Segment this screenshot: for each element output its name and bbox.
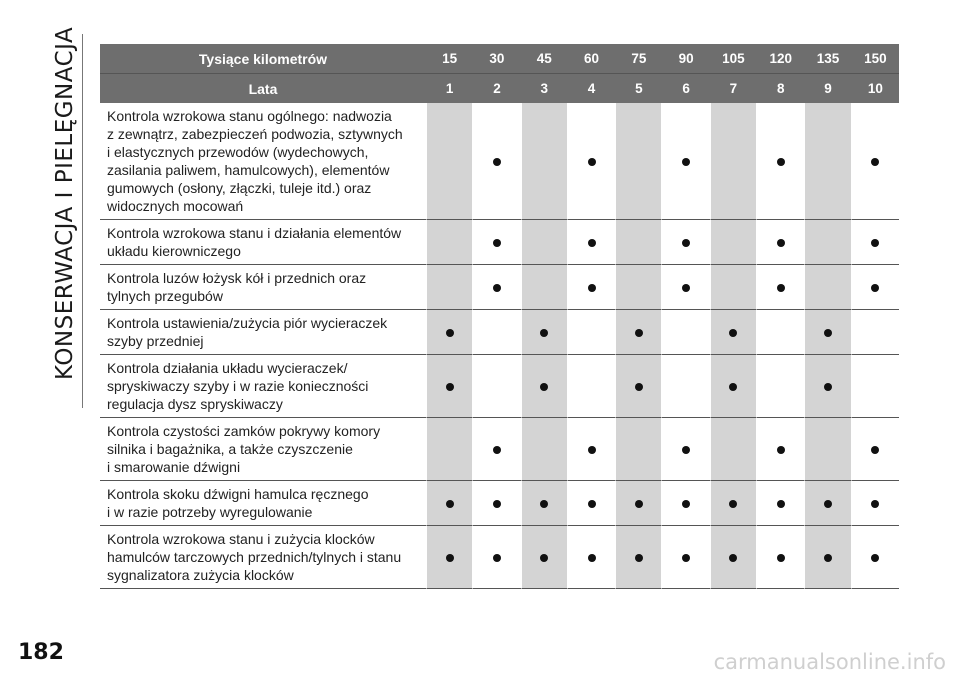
interval-cell bbox=[521, 310, 568, 355]
interval-cell bbox=[804, 526, 851, 589]
service-dot-icon bbox=[588, 239, 596, 247]
header-km-value: 60 bbox=[568, 44, 615, 74]
task-description-line: spryskiwaczy szyby i w razie konieczności bbox=[107, 378, 369, 394]
service-dot-icon bbox=[871, 554, 879, 562]
interval-cell bbox=[568, 418, 615, 481]
service-dot-icon bbox=[682, 239, 690, 247]
interval-cell bbox=[804, 310, 851, 355]
interval-cell bbox=[710, 526, 757, 589]
interval-cell bbox=[615, 418, 662, 481]
interval-cell bbox=[521, 265, 568, 310]
service-dot-icon bbox=[540, 383, 548, 391]
interval-cell bbox=[568, 481, 615, 526]
interval-cell bbox=[804, 103, 851, 220]
header-km-value: 135 bbox=[804, 44, 851, 74]
service-dot-icon bbox=[871, 500, 879, 508]
interval-cell bbox=[757, 481, 804, 526]
interval-cell bbox=[615, 526, 662, 589]
service-dot-icon bbox=[588, 554, 596, 562]
interval-cell bbox=[804, 481, 851, 526]
interval-cell bbox=[710, 418, 757, 481]
table-row bbox=[100, 265, 899, 310]
header-year-value: 4 bbox=[568, 74, 615, 103]
service-dot-icon bbox=[635, 500, 643, 508]
service-dot-icon bbox=[871, 239, 879, 247]
service-dot-icon bbox=[446, 383, 454, 391]
interval-cell bbox=[426, 220, 473, 265]
task-description-line: widocznych mocowań bbox=[107, 198, 244, 214]
task-description-line: sygnalizatora zużycia klocków bbox=[107, 567, 294, 583]
interval-cell bbox=[615, 310, 662, 355]
interval-cell bbox=[852, 310, 899, 355]
interval-cell bbox=[473, 481, 520, 526]
service-dot-icon bbox=[729, 329, 737, 337]
table-row bbox=[100, 526, 899, 589]
service-dot-icon bbox=[729, 383, 737, 391]
schedule-body bbox=[100, 103, 899, 589]
task-description-line: Kontrola czystości zamków pokrywy komory bbox=[107, 423, 381, 439]
interval-cell bbox=[757, 355, 804, 418]
service-dot-icon bbox=[777, 554, 785, 562]
interval-cell bbox=[426, 355, 473, 418]
interval-cell bbox=[473, 103, 520, 220]
service-dot-icon bbox=[635, 554, 643, 562]
interval-cell bbox=[662, 265, 709, 310]
interval-cell bbox=[757, 418, 804, 481]
table-row bbox=[100, 310, 899, 355]
service-dot-icon bbox=[540, 329, 548, 337]
interval-cell bbox=[521, 103, 568, 220]
task-description-line: gumowych (osłony, złączki, tuleje itd.) oraz bbox=[107, 180, 372, 196]
task-description-line: i elastycznych przewodów (wydechowych, bbox=[107, 144, 369, 160]
service-dot-icon bbox=[635, 383, 643, 391]
interval-cell bbox=[804, 220, 851, 265]
interval-cell bbox=[852, 220, 899, 265]
task-description-line: zasilania paliwem, hamulcowych), elementów bbox=[107, 162, 390, 178]
header-year-value: 6 bbox=[662, 74, 709, 103]
service-dot-icon bbox=[493, 284, 501, 292]
header-year-value: 5 bbox=[615, 74, 662, 103]
task-description-line: Kontrola ustawienia/zużycia piór wycieraczek bbox=[107, 315, 388, 331]
service-dot-icon bbox=[446, 329, 454, 337]
task-description-line: Kontrola skoku dźwigni hamulca ręcznego bbox=[107, 486, 369, 502]
interval-cell bbox=[710, 310, 757, 355]
interval-cell bbox=[710, 103, 757, 220]
interval-cell bbox=[662, 310, 709, 355]
task-description-line: układu kierowniczego bbox=[107, 243, 241, 259]
interval-cell bbox=[804, 265, 851, 310]
service-dot-icon bbox=[871, 284, 879, 292]
header-km-value: 105 bbox=[710, 44, 757, 74]
service-dot-icon bbox=[824, 554, 832, 562]
task-description-line: Kontrola wzrokowa stanu i zużycia klocków bbox=[107, 531, 375, 547]
service-dot-icon bbox=[682, 554, 690, 562]
interval-cell bbox=[473, 220, 520, 265]
section-title: KONSERWACJA I PIELĘGNACJA bbox=[52, 26, 78, 380]
interval-cell bbox=[568, 526, 615, 589]
interval-cell bbox=[662, 418, 709, 481]
interval-cell bbox=[710, 220, 757, 265]
interval-cell bbox=[757, 526, 804, 589]
header-year-value: 2 bbox=[473, 74, 520, 103]
header-years-label: Lata bbox=[100, 74, 426, 103]
interval-cell bbox=[568, 265, 615, 310]
interval-cell bbox=[757, 220, 804, 265]
maintenance-schedule-table bbox=[100, 44, 899, 589]
service-dot-icon bbox=[777, 284, 785, 292]
interval-cell bbox=[757, 265, 804, 310]
interval-cell bbox=[852, 355, 899, 418]
header-km-value: 90 bbox=[662, 44, 709, 74]
interval-cell bbox=[852, 418, 899, 481]
service-dot-icon bbox=[824, 500, 832, 508]
header-km-value: 15 bbox=[426, 44, 473, 74]
header-row-kilometers bbox=[100, 44, 899, 74]
interval-cell bbox=[473, 355, 520, 418]
service-dot-icon bbox=[446, 554, 454, 562]
task-description-line: i w razie potrzeby wyregulowanie bbox=[107, 504, 313, 520]
service-dot-icon bbox=[777, 446, 785, 454]
interval-cell bbox=[473, 418, 520, 481]
task-description-line: regulacja dysz spryskiwaczy bbox=[107, 396, 283, 412]
service-dot-icon bbox=[588, 500, 596, 508]
service-dot-icon bbox=[446, 500, 454, 508]
interval-cell bbox=[521, 220, 568, 265]
task-description bbox=[100, 220, 426, 265]
task-description-line: i smarowanie dźwigni bbox=[107, 459, 241, 475]
service-dot-icon bbox=[540, 554, 548, 562]
interval-cell bbox=[662, 355, 709, 418]
header-km-label: Tysiące kilometrów bbox=[100, 44, 426, 74]
service-dot-icon bbox=[871, 158, 879, 166]
interval-cell bbox=[662, 220, 709, 265]
header-km-value: 45 bbox=[521, 44, 568, 74]
task-description-line: tylnych przegubów bbox=[107, 288, 223, 304]
service-dot-icon bbox=[493, 446, 501, 454]
service-dot-icon bbox=[729, 554, 737, 562]
table-row bbox=[100, 355, 899, 418]
task-description bbox=[100, 265, 426, 310]
service-dot-icon bbox=[824, 383, 832, 391]
task-description-line: Kontrola działania układu wycieraczek/ bbox=[107, 360, 348, 376]
service-dot-icon bbox=[777, 500, 785, 508]
interval-cell bbox=[852, 103, 899, 220]
task-description bbox=[100, 103, 426, 220]
table-row bbox=[100, 103, 899, 220]
service-dot-icon bbox=[493, 554, 501, 562]
interval-cell bbox=[804, 355, 851, 418]
interval-cell bbox=[852, 481, 899, 526]
task-description bbox=[100, 526, 426, 589]
header-year-value: 3 bbox=[521, 74, 568, 103]
task-description-line: Kontrola luzów łożysk kół i przednich oraz bbox=[107, 270, 367, 286]
interval-cell bbox=[521, 418, 568, 481]
interval-cell bbox=[426, 526, 473, 589]
interval-cell bbox=[568, 310, 615, 355]
service-dot-icon bbox=[588, 158, 596, 166]
interval-cell bbox=[852, 265, 899, 310]
task-description-line: Kontrola wzrokowa stanu ogólnego: nadwozia bbox=[107, 108, 392, 124]
interval-cell bbox=[662, 481, 709, 526]
interval-cell bbox=[426, 481, 473, 526]
page-number: 182 bbox=[18, 640, 64, 665]
task-description-line: silnika i bagażnika, a także czyszczenie bbox=[107, 441, 353, 457]
interval-cell bbox=[426, 418, 473, 481]
service-dot-icon bbox=[777, 158, 785, 166]
service-dot-icon bbox=[588, 284, 596, 292]
interval-cell bbox=[473, 265, 520, 310]
header-year-value: 8 bbox=[757, 74, 804, 103]
interval-cell bbox=[568, 103, 615, 220]
header-year-value: 9 bbox=[804, 74, 851, 103]
task-description bbox=[100, 310, 426, 355]
interval-cell bbox=[615, 355, 662, 418]
table-row bbox=[100, 481, 899, 526]
task-description bbox=[100, 481, 426, 526]
header-year-value: 1 bbox=[426, 74, 473, 103]
task-description bbox=[100, 355, 426, 418]
interval-cell bbox=[662, 103, 709, 220]
service-dot-icon bbox=[682, 158, 690, 166]
interval-cell bbox=[615, 103, 662, 220]
interval-cell bbox=[426, 310, 473, 355]
interval-cell bbox=[710, 355, 757, 418]
service-dot-icon bbox=[729, 500, 737, 508]
interval-cell bbox=[426, 103, 473, 220]
interval-cell bbox=[473, 310, 520, 355]
task-description-line: hamulców tarczowych przednich/tylnych i stanu bbox=[107, 549, 402, 565]
header-km-value: 120 bbox=[757, 44, 804, 74]
service-dot-icon bbox=[540, 500, 548, 508]
header-km-value: 150 bbox=[852, 44, 899, 74]
service-dot-icon bbox=[682, 500, 690, 508]
interval-cell bbox=[568, 355, 615, 418]
interval-cell bbox=[473, 526, 520, 589]
service-dot-icon bbox=[682, 284, 690, 292]
interval-cell bbox=[521, 526, 568, 589]
service-dot-icon bbox=[682, 446, 690, 454]
interval-cell bbox=[615, 265, 662, 310]
service-dot-icon bbox=[777, 239, 785, 247]
interval-cell bbox=[426, 265, 473, 310]
task-description-line: z zewnątrz, zabezpieczeń podwozia, sztywnych bbox=[107, 126, 403, 142]
header-km-value: 30 bbox=[473, 44, 520, 74]
interval-cell bbox=[757, 103, 804, 220]
service-dot-icon bbox=[493, 158, 501, 166]
interval-cell bbox=[615, 481, 662, 526]
service-dot-icon bbox=[493, 500, 501, 508]
header-year-value: 10 bbox=[852, 74, 899, 103]
table-row bbox=[100, 418, 899, 481]
service-dot-icon bbox=[824, 329, 832, 337]
interval-cell bbox=[852, 526, 899, 589]
task-description-line: Kontrola wzrokowa stanu i działania elementów bbox=[107, 225, 402, 241]
interval-cell bbox=[710, 265, 757, 310]
interval-cell bbox=[804, 418, 851, 481]
service-dot-icon bbox=[635, 329, 643, 337]
interval-cell bbox=[757, 310, 804, 355]
service-dot-icon bbox=[588, 446, 596, 454]
interval-cell bbox=[521, 481, 568, 526]
interval-cell bbox=[662, 526, 709, 589]
task-description bbox=[100, 418, 426, 481]
interval-cell bbox=[568, 220, 615, 265]
header-row-years bbox=[100, 74, 899, 103]
service-dot-icon bbox=[871, 446, 879, 454]
interval-cell bbox=[521, 355, 568, 418]
interval-cell bbox=[710, 481, 757, 526]
interval-cell bbox=[615, 220, 662, 265]
task-description-line: szyby przedniej bbox=[107, 333, 204, 349]
header-km-value: 75 bbox=[615, 44, 662, 74]
watermark: carmanualsonline.info bbox=[713, 650, 946, 674]
service-dot-icon bbox=[493, 239, 501, 247]
section-divider bbox=[82, 34, 83, 408]
table-row bbox=[100, 220, 899, 265]
header-year-value: 7 bbox=[710, 74, 757, 103]
